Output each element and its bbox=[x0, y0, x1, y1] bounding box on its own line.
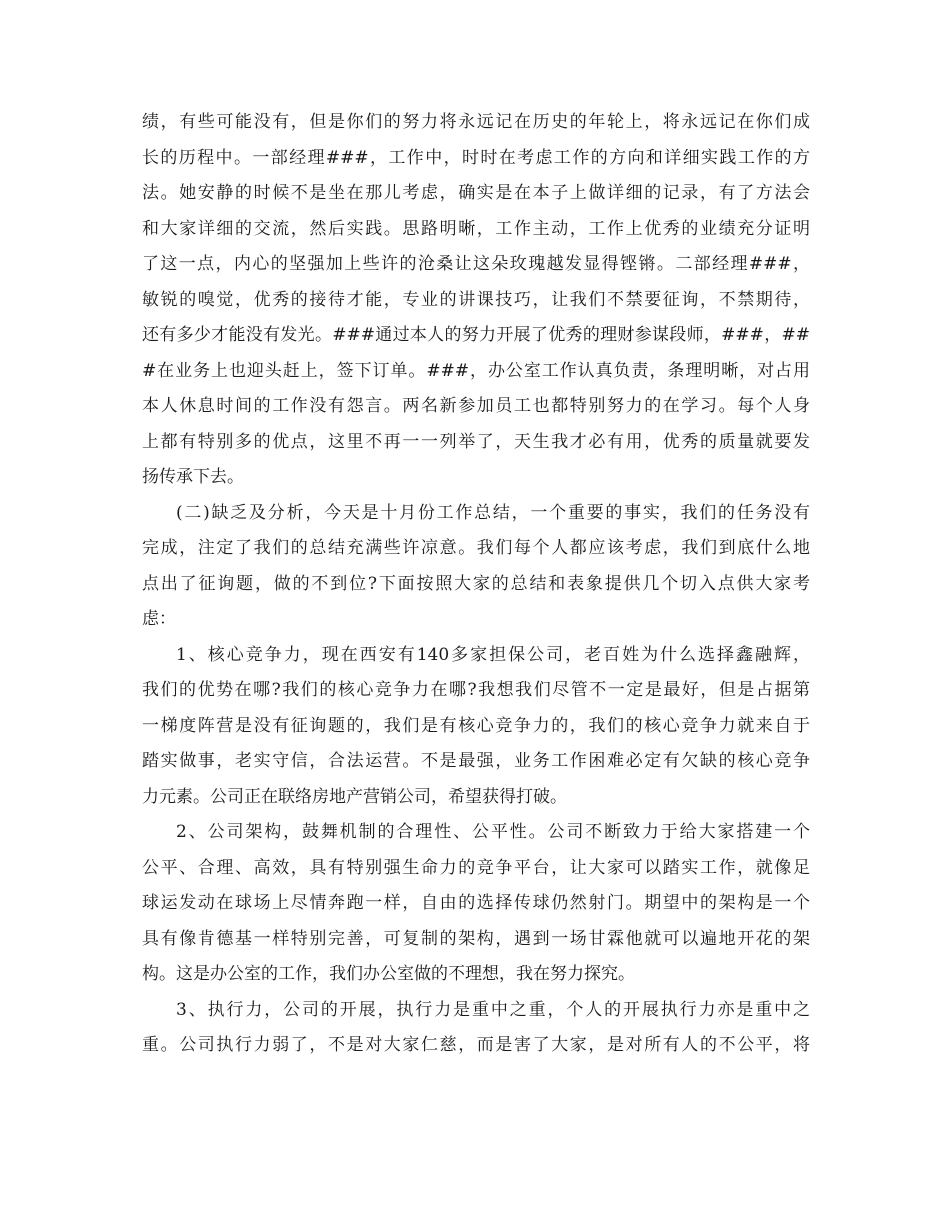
text-line: 2、公司架构，鼓舞机制的合理性、公平性。公司不断致力于给大家搭建一个 bbox=[176, 822, 810, 842]
text-line: 完成，注定了我们的总结充满些许凉意。我们每个人都应该考虑，我们到底什么地 bbox=[142, 538, 810, 558]
text-line: 本人休息时间的工作没有怨言。两名新参加员工也都特别努力的在学习。每个人身 bbox=[142, 396, 810, 416]
text-line: 公平、合理、高效，具有特别强生命力的竞争平台，让大家可以踏实工作，就像足 bbox=[142, 857, 810, 878]
text-line: (二)缺乏及分析，今天是十月份工作总结，一个重要的事实，我们的任务没有 bbox=[176, 502, 810, 523]
paragraph-5 bbox=[142, 993, 810, 1064]
paragraph-3 bbox=[142, 638, 810, 816]
text-line: 具有像肯德基一样特别完善，可复制的架构，遇到一场甘霖他就可以遍地开花的架 bbox=[142, 928, 810, 949]
text-line: 敏锐的嗅觉，优秀的接待才能，专业的讲课技巧，让我们不禁要征询，不禁期待， bbox=[142, 289, 810, 310]
paragraph-4 bbox=[142, 815, 810, 993]
document-page bbox=[142, 105, 810, 1064]
text-line: 还有多少才能没有发光。###通过本人的努力开展了优秀的理财参谋段师，###，## bbox=[142, 325, 810, 345]
text-line: 虑： bbox=[142, 609, 176, 629]
text-line: 踏实做事，老实守信，合法运营。不是最强，业务工作困难必定有欠缺的核心竞争 bbox=[142, 751, 810, 771]
text-line: 绩，有些可能没有，但是你们的努力将永远记在历史的年轮上，将永远记在你们成 bbox=[142, 112, 810, 132]
paragraph-1 bbox=[142, 105, 810, 496]
text-line: #在业务上也迎头赶上，签下订单。###，办公室工作认真负责，条理明晰，对占用 bbox=[142, 360, 810, 381]
text-line: 扬传承下去。 bbox=[142, 467, 244, 487]
text-line: 构。这是办公室的工作，我们办公室做的不理想，我在努力探究。 bbox=[142, 964, 635, 984]
text-line: 和大家详细的交流，然后实践。思路明晰，工作主动，工作上优秀的业绩充分证明 bbox=[142, 218, 810, 239]
text-line: 1、核心竞争力，现在西安有140多家担保公司，老百姓为什么选择鑫融辉， bbox=[176, 644, 810, 665]
text-line: 力元素。公司正在联络房地产营销公司，希望获得打破。 bbox=[142, 786, 567, 807]
text-line: 重。公司执行力弱了，不是对大家仁慈，而是害了大家，是对所有人的不公平，将 bbox=[142, 1035, 810, 1055]
text-line: 了这一点，内心的坚强加上些许的沧桑让这朵玫瑰越发显得铿锵。二部经理###， bbox=[142, 254, 810, 274]
text-line: 上都有特别多的优点，这里不再一一列举了，天生我才必有用，优秀的质量就要发 bbox=[142, 431, 810, 452]
text-line: 球运发动在球场上尽情奔跑一样，自由的选择传球仍然射门。期望中的架构是一个 bbox=[142, 893, 810, 913]
text-line: 我们的优势在哪?我们的核心竞争力在哪?我想我们尽管不一定是最好，但是占据第 bbox=[142, 680, 810, 700]
paragraph-2 bbox=[142, 496, 810, 638]
text-line: 3、执行力，公司的开展，执行力是重中之重，个人的开展执行力亦是重中之 bbox=[176, 999, 810, 1020]
text-line: 点出了征询题，做的不到位?下面按照大家的总结和表象提供几个切入点供大家考 bbox=[142, 573, 810, 594]
text-line: 一梯度阵营是没有征询题的，我们是有核心竞争力的，我们的核心竞争力就来自于 bbox=[142, 715, 810, 736]
text-line: 长的历程中。一部经理###，工作中，时时在考虑工作的方向和详细实践工作的方 bbox=[142, 147, 810, 168]
text-line: 法。她安静的时候不是坐在那儿考虑，确实是在本子上做详细的记录，有了方法会 bbox=[142, 183, 810, 203]
